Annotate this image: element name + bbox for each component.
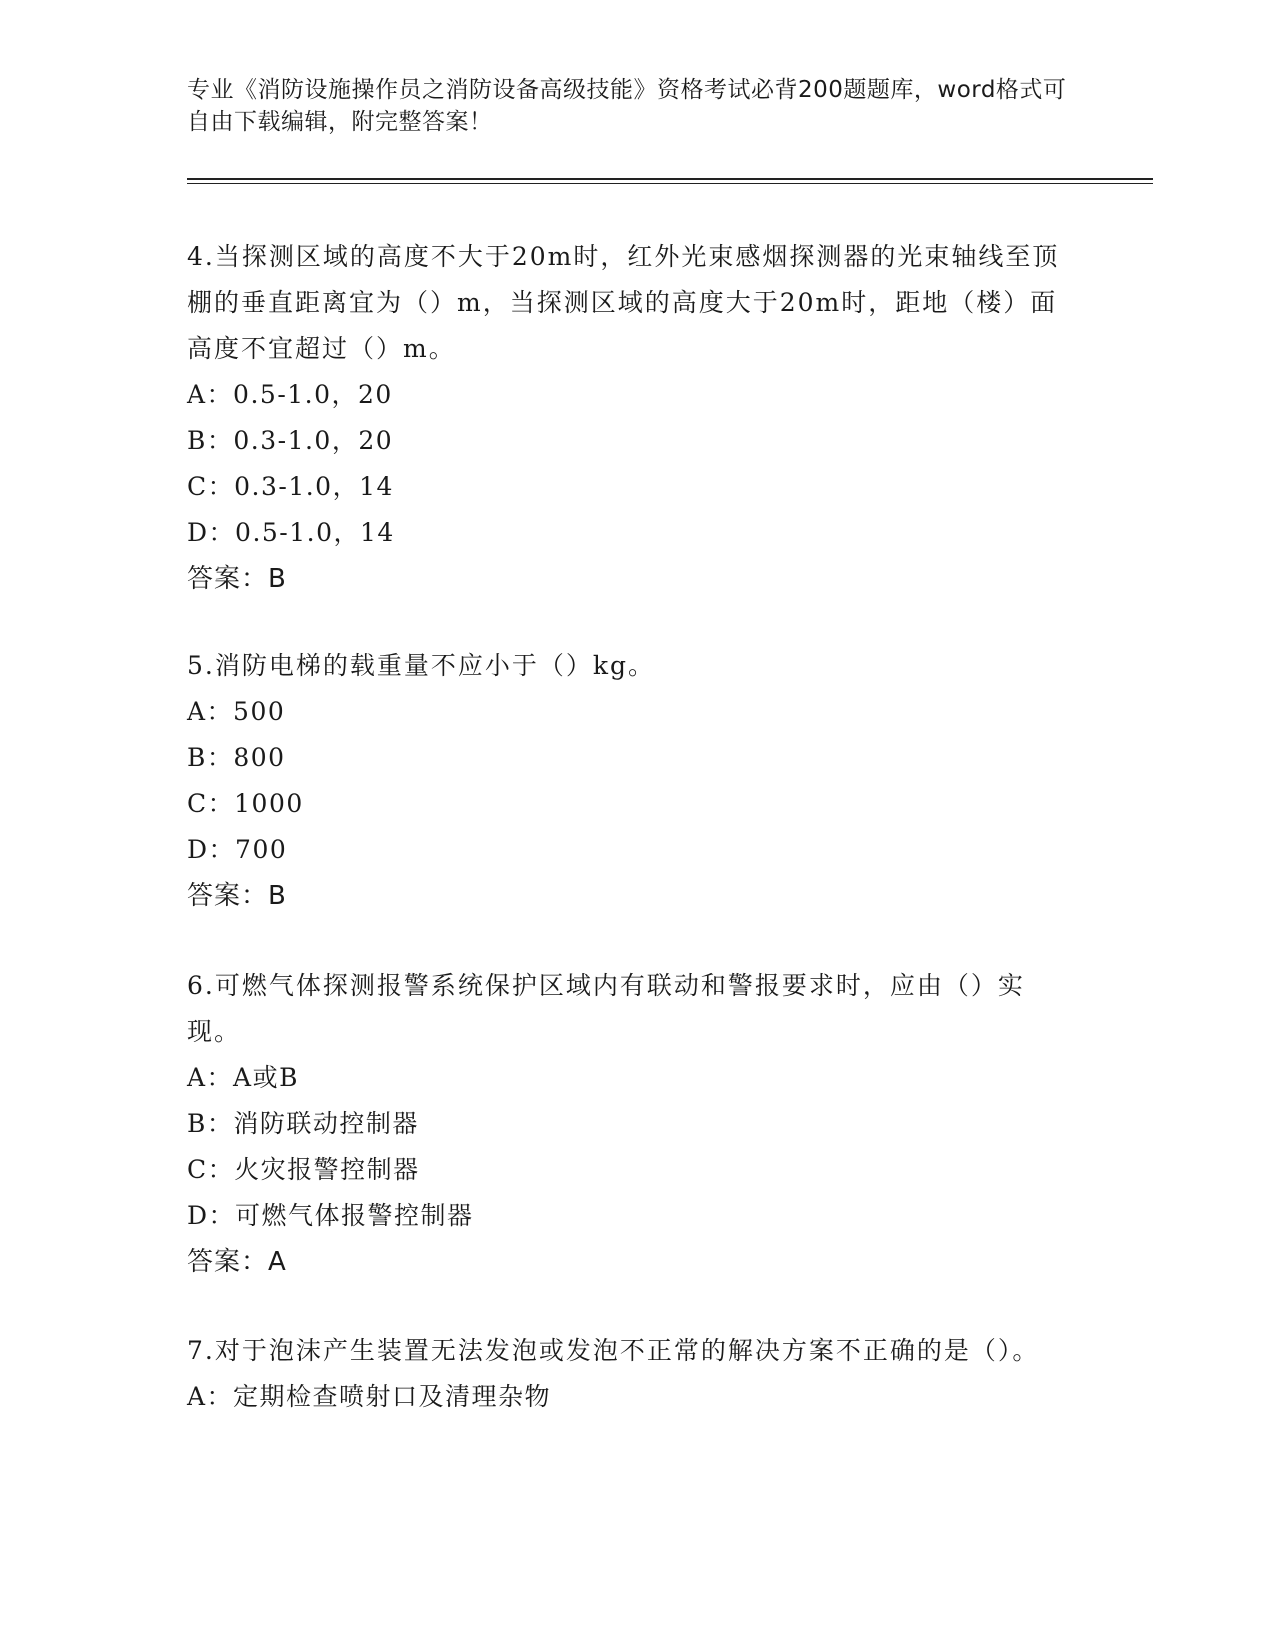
option-b: B：0.3-1.0，20 bbox=[187, 426, 394, 455]
question-stem: 7.对于泡沫产生装置无法发泡或发泡不正常的解决方案不正确的是（）。 bbox=[187, 1336, 1040, 1365]
question-7 bbox=[187, 1328, 1067, 1420]
option-a: A：0.5-1.0，20 bbox=[187, 380, 393, 409]
option-b: B：800 bbox=[187, 743, 286, 772]
option-d: D：700 bbox=[187, 835, 288, 864]
document-header: 专业《消防设施操作员之消防设备高级技能》资格考试必背200题题库，word格式可自由下载编辑，附完整答案！ bbox=[187, 77, 1067, 135]
header-divider bbox=[187, 178, 1153, 180]
question-stem: 5.消防电梯的载重量不应小于（）kg。 bbox=[187, 651, 656, 680]
question-stem: 6.可燃气体探测报警系统保护区域内有联动和警报要求时，应由（）实现。 bbox=[187, 971, 1025, 1046]
option-c: C：火灾报警控制器 bbox=[187, 1155, 420, 1184]
option-b: B：消防联动控制器 bbox=[187, 1109, 419, 1138]
option-a: A：定期检查喷射口及清理杂物 bbox=[187, 1382, 552, 1411]
question-stem: 4.当探测区域的高度不大于20m时，红外光束感烟探测器的光束轴线至顶棚的垂直距离宜为（）m，当探测区域的高度大于20m时，距地（楼）面高度不宜超过（）m。 bbox=[187, 242, 1060, 363]
answer: 答案：B bbox=[187, 564, 287, 594]
option-a: A：A或B bbox=[187, 1063, 299, 1092]
option-d: D：0.5-1.0，14 bbox=[187, 518, 395, 547]
answer: 答案：B bbox=[187, 881, 287, 911]
option-d: D：可燃气体报警控制器 bbox=[187, 1201, 474, 1230]
option-c: C：0.3-1.0，14 bbox=[187, 472, 394, 501]
option-a: A：500 bbox=[187, 697, 286, 726]
option-c: C：1000 bbox=[187, 789, 304, 818]
header-divider-thin bbox=[187, 183, 1153, 184]
question-6 bbox=[187, 963, 1067, 1285]
answer: 答案：A bbox=[187, 1247, 287, 1277]
question-5 bbox=[187, 643, 1067, 919]
question-4 bbox=[187, 234, 1067, 602]
